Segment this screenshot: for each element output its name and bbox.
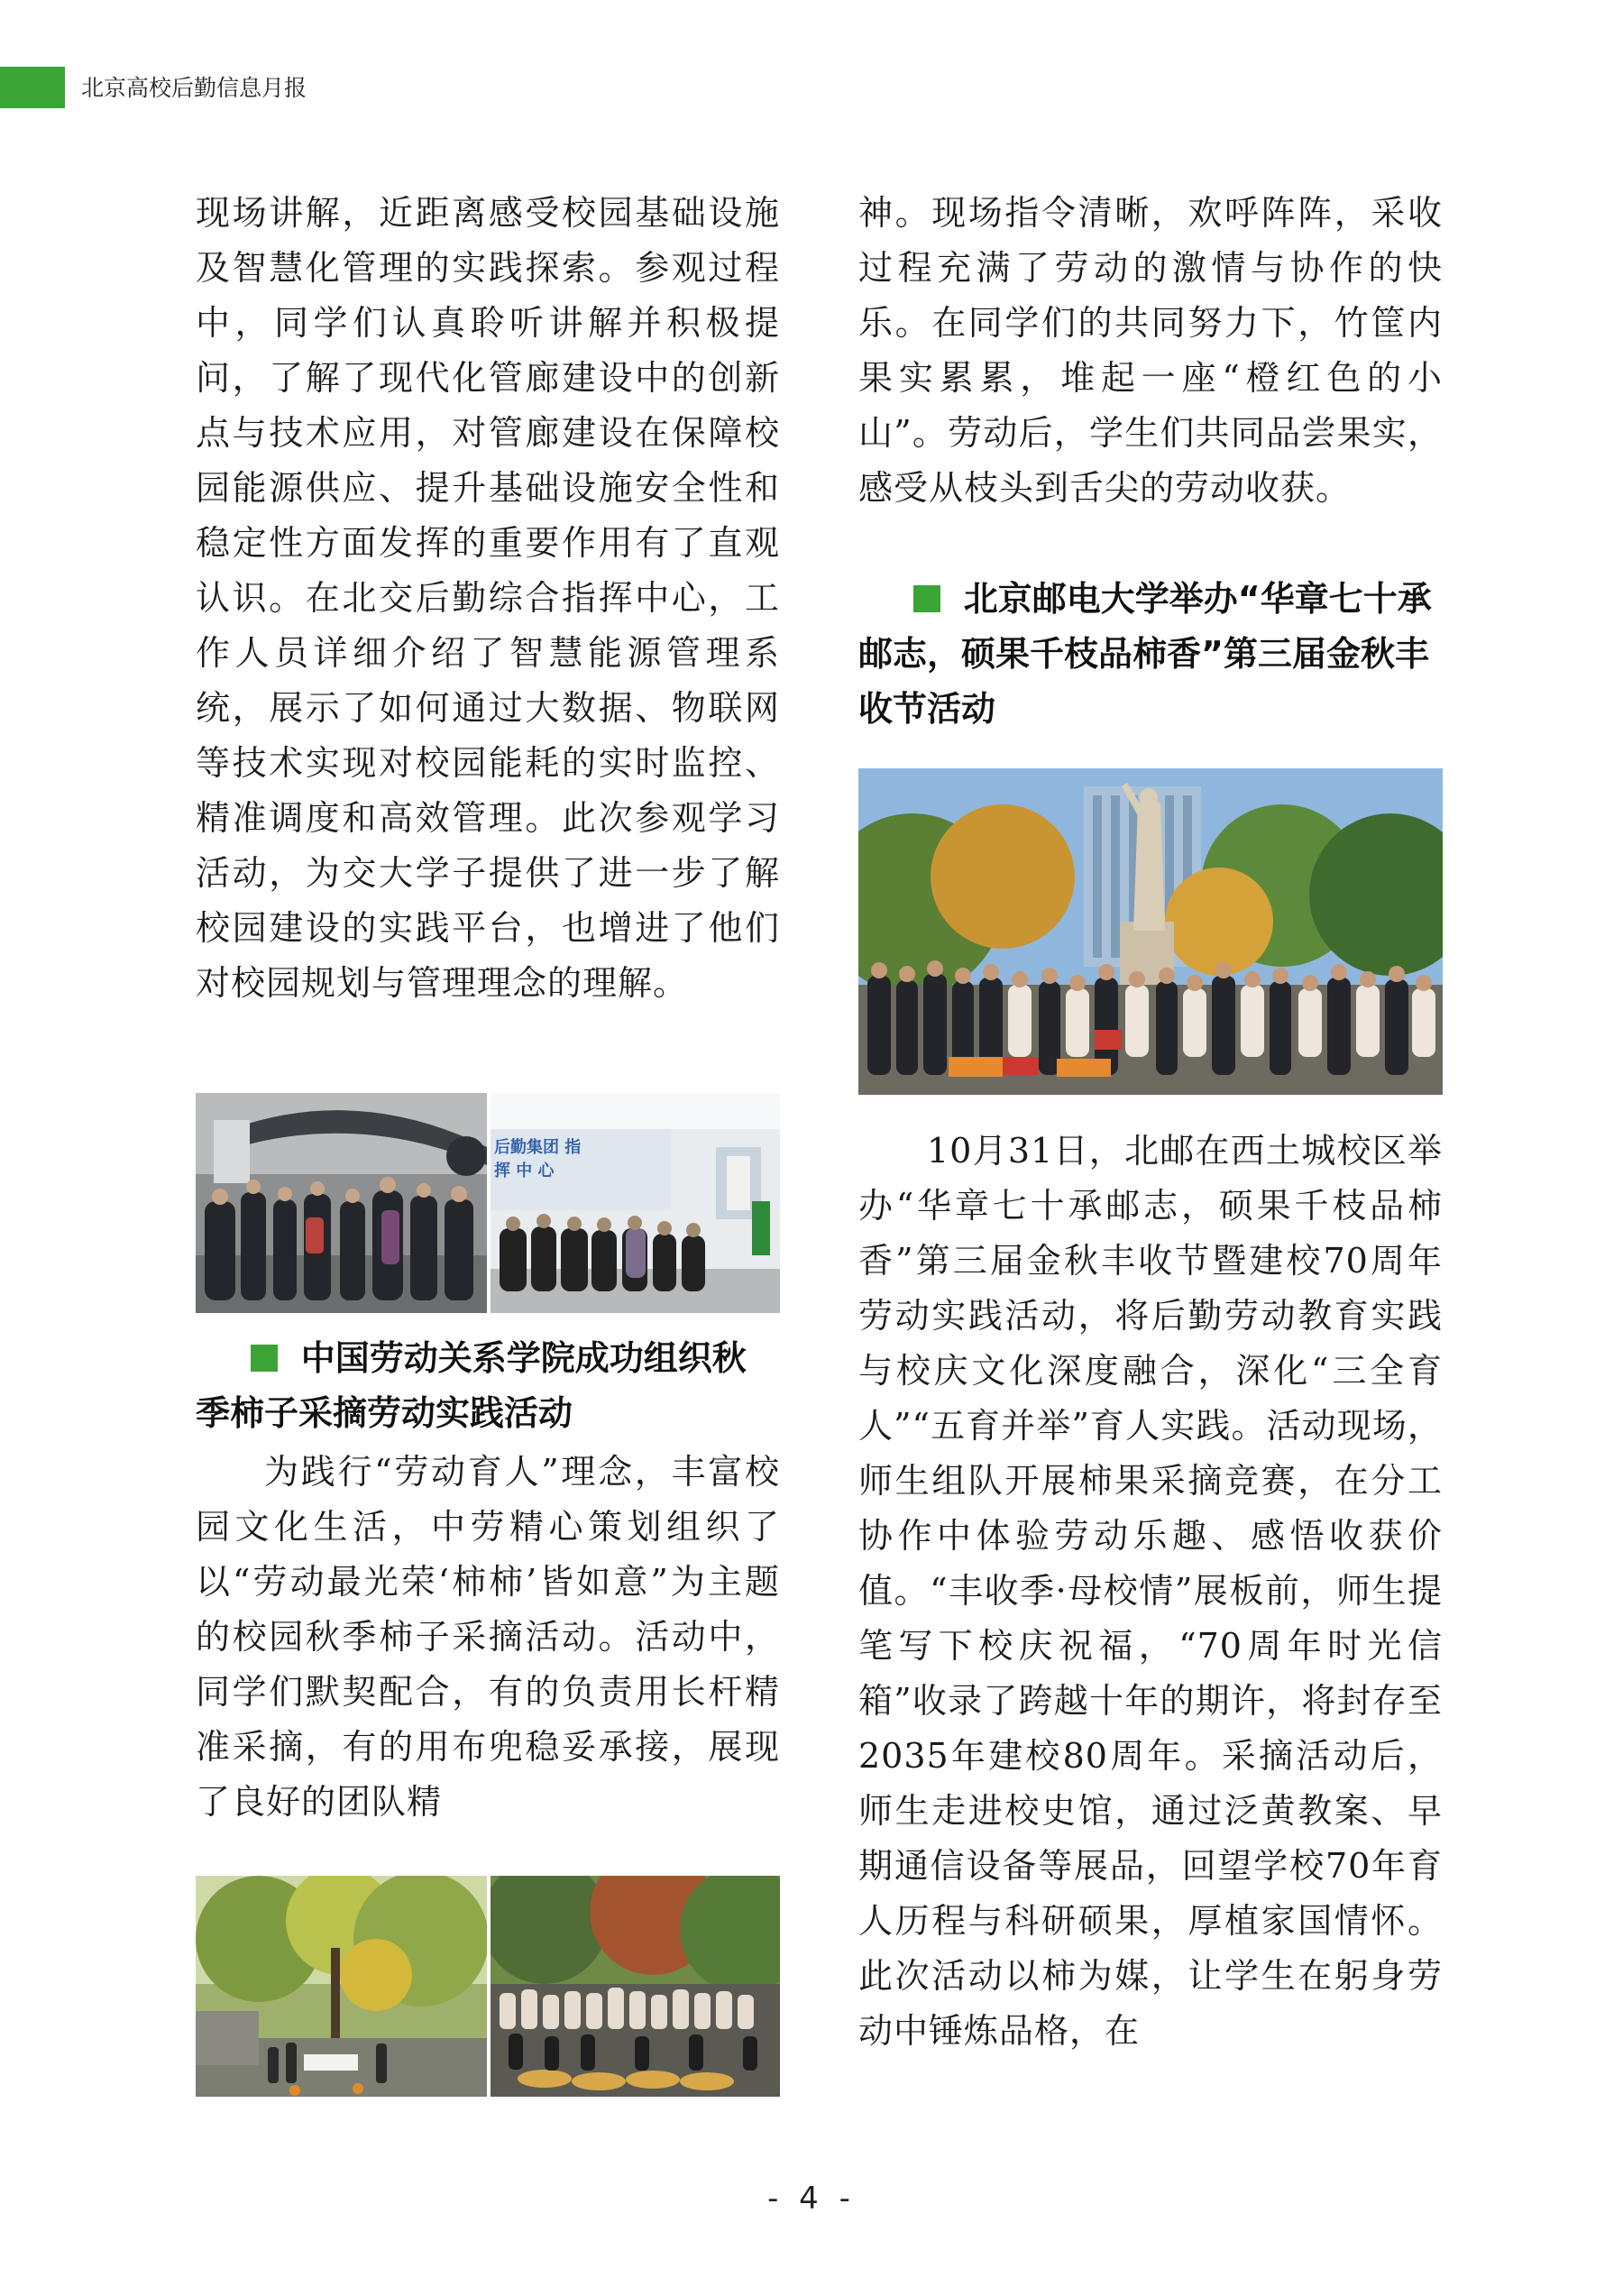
page-number: - 4 - <box>767 2181 856 2217</box>
heading-marker-icon <box>251 1345 278 1372</box>
right-section-heading: 北京邮电大学举办“华章七十承邮志，硕果千枝品柿香”第三届金秋丰收节活动 <box>858 579 1432 729</box>
command-center-sign: 后勤集团 指 挥 中 心 <box>494 1138 582 1180</box>
photo-persimmon-tree <box>196 1876 487 2097</box>
left-paragraph-2: 为践行“劳动育人”理念，丰富校园文化生活，中劳精心策划组织了以“劳动最光荣‘柿柿’皆如意”为主题的校园秋季柿子采摘活动。活动中，同学们默契配合，有的负责用长杆精准采摘，有的用布兜稳妥承接，展现了良好的团队精 <box>196 1452 780 1822</box>
left-section-heading: 中国劳动关系学院成功组织秋季柿子采摘劳动实践活动 <box>196 1338 747 1433</box>
header-title: 北京高校后勤信息月报 <box>81 75 307 101</box>
photo-statue-group <box>858 768 1443 1095</box>
right-paragraph-1: 神。现场指令清晰，欢呼阵阵，采收过程充满了劳动的激情与协作的快乐。在同学们的共同努力下，竹筐内果实累累，堆起一座“橙红色的小山”。劳动后，学生们共同品尝果实，感受从枝头到舌尖的劳动收获。 <box>858 193 1443 508</box>
photo-persimmon-group <box>491 1876 780 2097</box>
photo-tunnel-visit <box>196 1093 487 1313</box>
header-accent-bar <box>0 67 65 108</box>
right-paragraph-2: 10月31日，北邮在西土城校区举办“华章七十承邮志，硕果千枝品柿香”第三届金秋丰收节暨建校70周年劳动实践活动，将后勤劳动教育实践与校庆文化深度融合，深化“三全育人”“五育并举”育人实践。活动现场，师生组队开展柿果采摘竞赛，在分工协作中体验劳动乐趣、感悟收获价值。“丰收季·母校情”展板前，师生提笔写下校庆祝福，“70周年时光信箱”收录了跨越十年的期许，将封存至2035年建校80周年。采摘活动后，师生走进校史馆，通过泛黄教案、早期通信设备等展品，回望学校70年育人历程与科研硕果，厚植家国情怀。此次活动以柿为媒，让学生在躬身劳动中锤炼品格，在 <box>858 1131 1443 2051</box>
photo-command-center <box>491 1093 780 1313</box>
heading-marker-icon <box>913 585 940 612</box>
left-paragraph-1: 现场讲解，近距离感受校园基础设施及智慧化管理的实践探索。参观过程中，同学们认真聆听讲解并积极提问，了解了现代化管廊建设中的创新点与技术应用，对管廊建设在保障校园能源供应、提升基础设施安全性和稳定性方面发挥的重要作用有了直观认识。在北交后勤综合指挥中心，工作人员详细介绍了智慧能源管理系统，展示了如何通过大数据、物联网等技术实现对校园能耗的实时监控、精准调度和高效管理。此次参观学习活动，为交大学子提供了进一步了解校园建设的实践平台，也增进了他们对校园规划与管理理念的理解。 <box>196 193 780 1003</box>
